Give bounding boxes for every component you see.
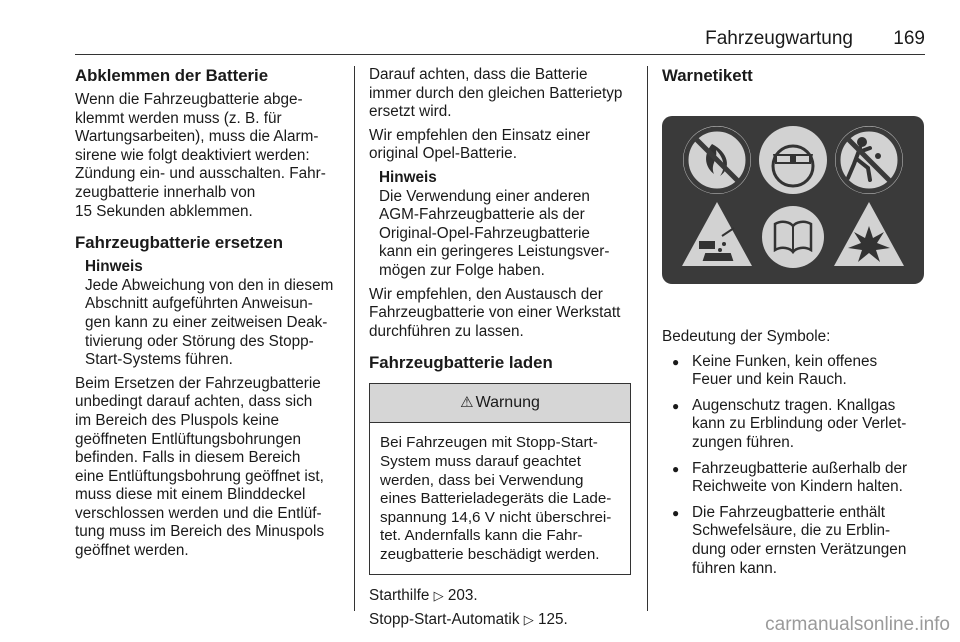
section-heading-warning-label: Warnetikett [662,66,753,85]
acid-icon [682,202,752,266]
header-title: Fahrzeugwartung [705,28,853,49]
xref-jump-start[interactable] [369,587,631,606]
list-item: ● Keine Funken, kein offenes Feuer und kein Rauch. [662,353,927,390]
xref-arrow-icon: ▷ [433,588,444,604]
warning-text: Bei Fahrzeugen mit Stopp-Start- System muss darauf geachtet werden, dass bei Verwendung eines Batterieladegeräts die Lade- spannung 14,6 V nicht überschrei- tet. Andernfalls kann die Fahr- zeugbatterie beschädigt werden. [380,434,612,563]
xref-stop-start[interactable] [369,611,631,630]
xref-label: Starthilfe [369,587,430,605]
note-block [75,258,347,370]
xref-label: Stopp-Start-Automatik [369,611,520,629]
warning-label-symbols [662,116,924,284]
warning-triangle-icon: ⚠ [460,394,474,412]
page-number: 169 [893,28,925,49]
paragraph-same-type: Darauf achten, dass die Batterie immer durch den gleichen Batterietyp ersetzt wird. [369,66,623,121]
paragraph-replace: Beim Ersetzen der Fahrzeugbatterie unbedingt darauf achten, dass sich im Bereich des Pluspols keine geöffneten Entlüftungsbohrungen befinden. Falls in diesem Bereich eine Entlüftungsbohrung geöffnet ist, muss diese mit einem Blinddeckel verschlossen werden und die Entlüf- tung muss im Bereich des Minuspols geöffnet werden. [75,374,325,560]
list-item: ● Fahrzeugbatterie außerhalb der Reichweite von Kindern halten. [662,460,927,497]
note-block [369,169,631,281]
no-flames-icon [683,126,751,194]
column-middle [369,66,631,635]
note-title: Hinweis [85,258,143,276]
column-divider-1 [354,66,355,611]
read-manual-icon [762,206,824,268]
symbol-list [662,353,927,579]
column-left [75,66,347,566]
keep-away-children-icon [835,126,903,194]
note-text: Jede Abweichung von den in diesem Abschnitt aufgeführten Anweisun- gen kann zu einer zeitweisen Deak- tivierung oder Störung des Stopp- Start-Systems führen. [85,276,334,369]
column-right [662,66,927,585]
paragraph-workshop: Wir empfehlen, den Austausch der Fahrzeugbatterie von einer Werkstatt durchführen zu lassen. [369,285,621,340]
list-item: ● Augenschutz tragen. Knallgas kann zu Erblindung oder Verlet- zungen führen. [662,397,927,453]
xref-arrow-icon: ▷ [523,612,534,628]
note-text: Die Verwendung einer anderen AGM-Fahrzeugbatterie als der Original-Opel-Fahrzeugbatterie kann ein geringeres Leistungsver- mögen zur Folge haben. [379,187,610,279]
section-heading-disconnect: Abklemmen der Batterie [75,66,269,85]
eye-protection-icon [759,126,827,194]
battery-warning-label [662,116,924,284]
paragraph-recommend-original: Wir empfehlen den Einsatz einer original Opel-Batterie. [369,126,591,163]
section-heading-charge: Fahrzeugbatterie laden [369,353,553,373]
page-header [75,28,925,55]
warning-header [370,384,630,423]
warning-box [369,383,631,575]
list-item: ● Die Fahrzeugbatterie enthält Schwefelsäure, die zu Erblin- dung oder ernsten Verätzungen führen kann. [662,504,927,578]
warning-title: Warnung [475,394,540,412]
xref-page: 125. [537,611,568,629]
watermark: carmanualsonline.info [765,614,950,635]
xref-page: 203. [447,587,478,605]
column-divider-2 [647,66,648,611]
note-title: Hinweis [379,168,437,186]
explosive-gas-icon [834,202,904,266]
paragraph-disconnect: Wenn die Fahrzeugbatterie abge- klemmt werden muss (z. B. für Wartungsarbeiten), muss die Alarm- sirene wie folgt deaktiviert werden: Zündung ein- und ausschalten. Fahr- zeugbatterie innerhalb von 15 Sekunden abklemmen. [75,91,326,220]
section-heading-replace: Fahrzeugbatterie ersetzen [75,233,283,253]
symbols-intro: Bedeutung der Symbole: [662,328,831,345]
